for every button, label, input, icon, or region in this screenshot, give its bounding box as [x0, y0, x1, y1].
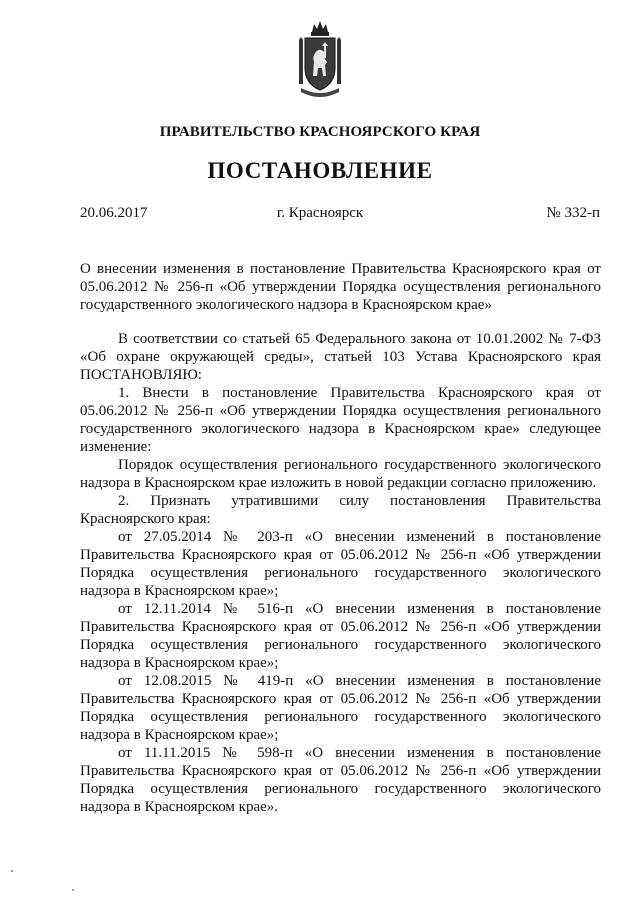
document-subject: О внесении изменения в постановление Правительства Красноярского края от 05.06.2012 № 256-п «Об утверждении Порядка осуществления регионального государственного экологического надзора в Красноярском крае»: [80, 261, 601, 313]
scan-speck: [11, 870, 13, 872]
coat-of-arms-icon: [297, 18, 343, 102]
document-body: [80, 330, 601, 816]
scan-speck: [72, 889, 74, 891]
clause-1-text-paragraph: Порядок осуществления регионального государственного экологического надзора в Красноярском крае изложить в новой редакции согласно приложению.: [80, 457, 601, 491]
clause-2-paragraph: 2. Признать утратившими силу постановления Правительства Красноярского края:: [80, 493, 601, 527]
clause-1-paragraph: 1. Внести в постановление Правительства Красноярского края от 05.06.2012 № 256-п «Об утверждении Порядка осуществления регионального государственного экологического надзора в Красноярском крае» следующее изменение:: [80, 385, 601, 455]
preamble-paragraph: В соответствии со статьей 65 Федерального закона от 10.01.2002 № 7-ФЗ «Об охране окружающей среды», статьей 103 Устава Красноярского края ПОСТАНОВЛЯЮ:: [80, 331, 601, 383]
repealed-item: от 11.11.2015 № 598-п «О внесении изменения в постановление Правительства Красноярского края от 05.06.2012 № 256-п «Об утверждении Порядка осуществления регионального государственного экологического надзора в Красноярском крае».: [80, 745, 601, 815]
document-date: 20.06.2017: [80, 205, 148, 221]
repealed-item: от 27.05.2014 № 203-п «О внесении изменений в постановление Правительства Красноярского края от 05.06.2012 № 256-п «Об утверждении Порядка осуществления регионального государственного экологического надзора в Красноярском крае»;: [80, 529, 601, 599]
repealed-item: от 12.11.2014 № 516-п «О внесении изменения в постановление Правительства Красноярского края от 05.06.2012 № 256-п «Об утверждении Порядка осуществления регионального государственного экологического надзора в Красноярском крае»;: [80, 601, 601, 671]
repealed-item: от 12.08.2015 № 419-п «О внесении изменения в постановление Правительства Красноярского края от 05.06.2012 № 256-п «Об утверждении Порядка осуществления регионального государственного экологического надзора в Красноярском крае»;: [80, 673, 601, 743]
document-city: г. Красноярск: [276, 205, 364, 221]
document-type-title: ПОСТАНОВЛЕНИЕ: [207, 158, 433, 183]
document-number: № 332-п: [546, 205, 600, 221]
organization-title: ПРАВИТЕЛЬСТВО КРАСНОЯРСКОГО КРАЯ: [159, 124, 481, 140]
